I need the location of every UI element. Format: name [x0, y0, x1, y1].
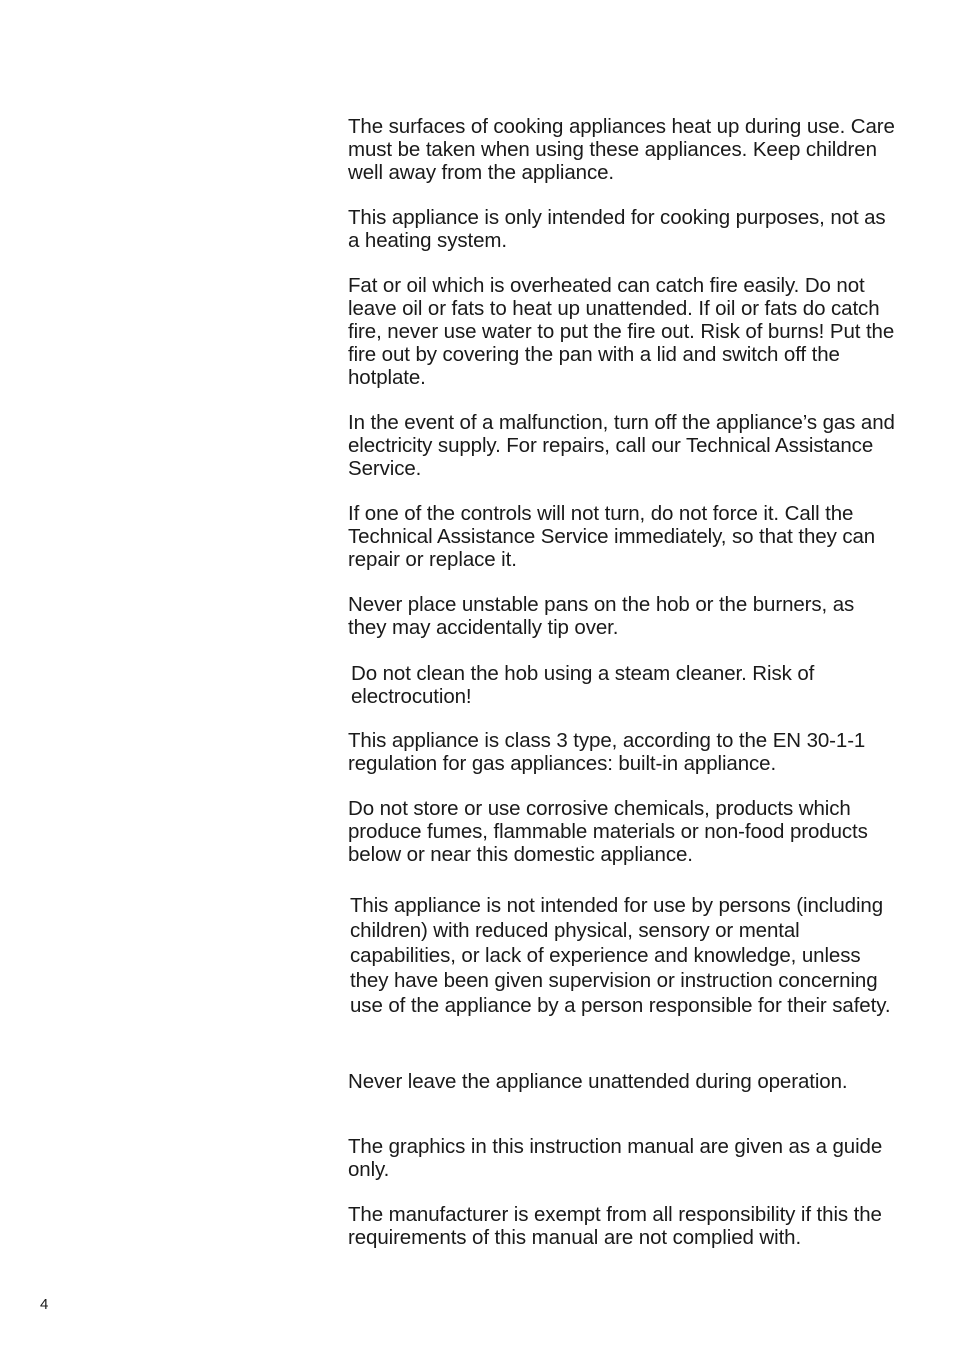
notice-persons-reduced-capabilities: This appliance is not intended for use by persons (including children) with reduced physical, sensory or mental capabilities, or lack of experience and knowledge, unless they have been given supervision or instruction concerning use of the appliance by a person responsible for their safety. — [350, 894, 891, 1017]
warning-unattended-operation: Never leave the appliance unattended during operation. — [348, 1070, 848, 1093]
page-number: 4 — [40, 1296, 49, 1313]
warning-fat-oil-fire: Fat or oil which is overheated can catch fire easily. Do not leave oil or fats to heat up unattended. If oil or fats do catch fire, never use water to put the fire out. Risk of burns! Put the fire out by covering the pan with a lid and switch off the hotplate. — [348, 274, 895, 389]
warning-unstable-pans: Never place unstable pans on the hob or the burners, as they may accidentally tip over. — [348, 593, 855, 639]
notice-cooking-purposes-only: This appliance is only intended for cooking purposes, not as a heating system. — [348, 206, 886, 252]
notice-manufacturer-exempt: The manufacturer is exempt from all responsibility if this the requirements of this manual are not complied with. — [348, 1203, 882, 1249]
notice-controls-will-not-turn: If one of the controls will not turn, do not force it. Call the Technical Assistance Service immediately, so that they can repair or replace it. — [348, 502, 876, 571]
notice-graphics-guide-only: The graphics in this instruction manual are given as a guide only. — [348, 1135, 883, 1181]
notice-malfunction: In the event of a malfunction, turn off the appliance’s gas and electricity supply. For repairs, call our Technical Assistance Service. — [348, 411, 895, 480]
warning-steam-cleaner: Do not clean the hob using a steam cleaner. Risk of electrocution! — [351, 662, 815, 708]
warning-hot-surfaces: The surfaces of cooking appliances heat up during use. Care must be taken when using these appliances. Keep children well away from the appliance. — [348, 115, 895, 184]
notice-appliance-class: This appliance is class 3 type, according to the EN 30-1-1 regulation for gas appliances: built-in appliance. — [348, 729, 866, 775]
warning-corrosive-chemicals: Do not store or use corrosive chemicals, products which produce fumes, flammable materials or non-food products below or near this domestic appliance. — [348, 797, 868, 866]
